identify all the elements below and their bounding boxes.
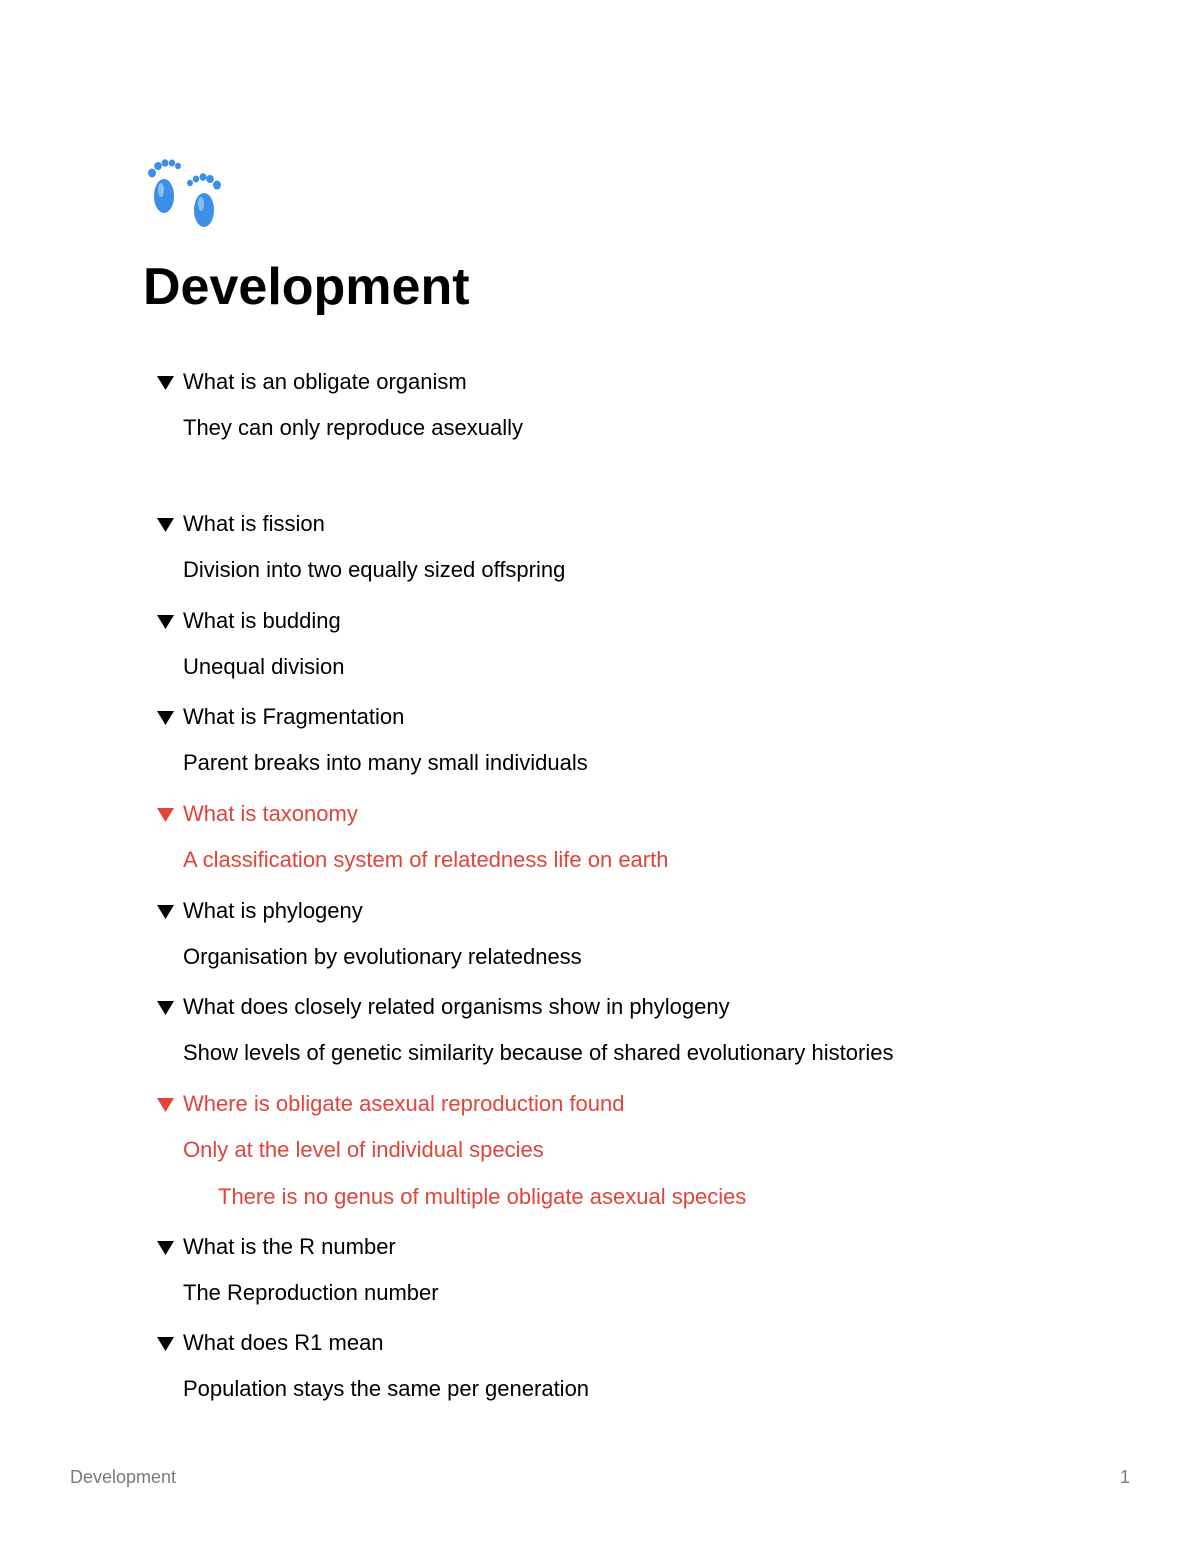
toggle-answer: Parent breaks into many small individuals	[183, 750, 588, 775]
toggle-question: What is an obligate organism	[183, 369, 467, 394]
footer-title: Development	[70, 1467, 177, 1487]
toggle-question: What does closely related organisms show in phylogeny	[183, 994, 730, 1019]
triangle-down-icon[interactable]	[157, 1001, 174, 1015]
toggle-question: What is budding	[183, 608, 341, 633]
toggle-sub-answer: There is no genus of multiple obligate asexual species	[218, 1184, 747, 1209]
toggle-block	[157, 606, 1057, 679]
toggle-answer: Show levels of genetic similarity because of shared evolutionary histories	[183, 1040, 894, 1065]
toggle-header[interactable]	[157, 1089, 1057, 1119]
toggle-header[interactable]	[157, 1232, 1057, 1262]
toggle-block	[157, 896, 1057, 969]
toggle-answer: They can only reproduce asexually	[183, 415, 523, 440]
toggle-header[interactable]	[157, 896, 1057, 926]
toggle-header[interactable]	[157, 509, 1057, 539]
toggle-header[interactable]	[157, 702, 1057, 732]
toggle-answer: Organisation by evolutionary relatedness	[183, 944, 582, 969]
toggle-question: What does R1 mean	[183, 1330, 384, 1355]
toggle-header[interactable]	[157, 799, 1057, 829]
toggle-answer: Only at the level of individual species	[183, 1137, 544, 1162]
toggle-answer: Population stays the same per generation	[183, 1376, 590, 1401]
toggle-block	[157, 1089, 1057, 1209]
page-title: Development	[143, 258, 470, 316]
toggle-question: What is fission	[183, 511, 325, 536]
triangle-down-icon[interactable]	[157, 808, 174, 822]
triangle-down-icon[interactable]	[157, 711, 174, 725]
toggle-block	[157, 992, 1057, 1065]
triangle-down-icon[interactable]	[157, 518, 174, 532]
toggle-answer: A classification system of relatedness life on earth	[183, 847, 669, 872]
triangle-down-icon[interactable]	[157, 1098, 174, 1112]
baby-footprints-icon	[144, 150, 228, 236]
triangle-down-icon[interactable]	[157, 615, 174, 629]
toggle-header[interactable]	[157, 367, 1057, 397]
toggle-block	[157, 702, 1057, 775]
toggle-answer: Division into two equally sized offspring	[183, 557, 566, 582]
triangle-down-icon[interactable]	[157, 905, 174, 919]
toggle-block	[157, 367, 1057, 440]
toggle-question: Where is obligate asexual reproduction found	[183, 1091, 625, 1116]
toggle-header[interactable]	[157, 606, 1057, 636]
toggle-question: What is phylogeny	[183, 898, 363, 923]
triangle-down-icon[interactable]	[157, 1241, 174, 1255]
toggle-question: What is the R number	[183, 1234, 396, 1259]
footer-page-number: 1	[1119, 1467, 1130, 1487]
toggle-header[interactable]	[157, 992, 1057, 1022]
triangle-down-icon[interactable]	[157, 1337, 174, 1351]
toggle-header[interactable]	[157, 1328, 1057, 1358]
triangle-down-icon[interactable]	[157, 376, 174, 390]
toggle-question: What is Fragmentation	[183, 704, 405, 729]
toggle-block	[157, 1232, 1057, 1305]
toggle-answer: Unequal division	[183, 654, 345, 679]
toggle-block	[157, 509, 1057, 582]
toggle-block	[157, 1328, 1057, 1401]
toggle-answer: The Reproduction number	[183, 1280, 439, 1305]
toggle-block	[157, 799, 1057, 872]
toggle-question: What is taxonomy	[183, 801, 358, 826]
